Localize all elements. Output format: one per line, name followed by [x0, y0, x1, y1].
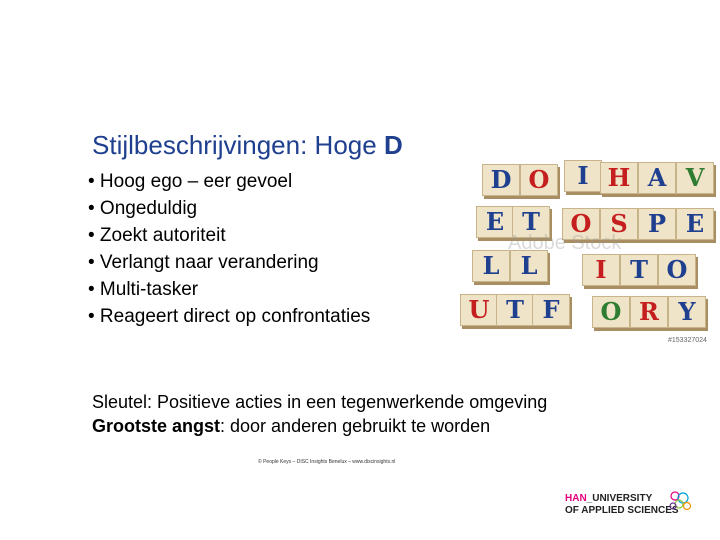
logo-line2: OF APPLIED SCIENCES [565, 505, 679, 516]
letter-block: U [460, 294, 498, 326]
stock-id: #153327024 [668, 337, 707, 344]
logo-university: _UNIVERSITY [586, 493, 653, 504]
bullet-item: • Hoog ego – eer gevoel [88, 171, 293, 192]
letter-block: L [472, 250, 510, 282]
stock-watermark: Adobe Stock [508, 232, 622, 254]
logo-han: HAN [565, 493, 587, 504]
letter-block: L [510, 250, 548, 282]
letter-block: I [582, 254, 620, 286]
letter-block: R [630, 296, 668, 328]
logo-line1 [565, 493, 679, 505]
letter-block: O [658, 254, 696, 286]
bullet-item: • Zoekt autoriteit [88, 225, 226, 246]
sleutel-line: Sleutel: Positieve acties in een tegenwerkende omgeving [92, 392, 548, 412]
letter-block: E [476, 206, 514, 238]
letter-block: F [532, 294, 570, 326]
bullet-item: • Multi-tasker [88, 279, 199, 300]
han-logo [565, 493, 679, 517]
letter-block: D [482, 164, 520, 196]
letter-block: T [496, 294, 534, 326]
letter-block: P [638, 208, 676, 240]
letter-block: V [676, 162, 714, 194]
bullet-item: • Ongeduldig [88, 198, 198, 219]
letter-block: A [638, 162, 676, 194]
bullet-item: • Reageert direct op confrontaties [88, 306, 371, 327]
copyright-footer: © People Keys – DISC Insights Benelux – www.discinsights.nl [258, 459, 396, 465]
letter-block: O [592, 296, 630, 328]
letter-block: O [520, 164, 558, 196]
letter-block: T [620, 254, 658, 286]
title-highlight: D [383, 130, 403, 160]
letter-block: H [600, 162, 638, 194]
letter-block: Y [668, 296, 706, 328]
angst-label: Grootste angst [92, 416, 221, 436]
letter-block: S [600, 208, 638, 240]
slide-title [92, 130, 403, 161]
letter-block: T [512, 206, 550, 238]
han-logo-mark-icon [665, 488, 695, 516]
bullet-item: • Verlangt naar verandering [88, 252, 319, 273]
title-text: Stijlbeschrijvingen: Hoge [92, 130, 384, 160]
angst-line [92, 414, 547, 438]
angst-text: : door anderen gebruikt te worden [220, 416, 491, 436]
bullet-list [88, 168, 370, 330]
letter-block: O [562, 208, 600, 240]
key-text-block [92, 390, 547, 438]
letter-block: I [564, 160, 602, 192]
letter-block: E [676, 208, 714, 240]
